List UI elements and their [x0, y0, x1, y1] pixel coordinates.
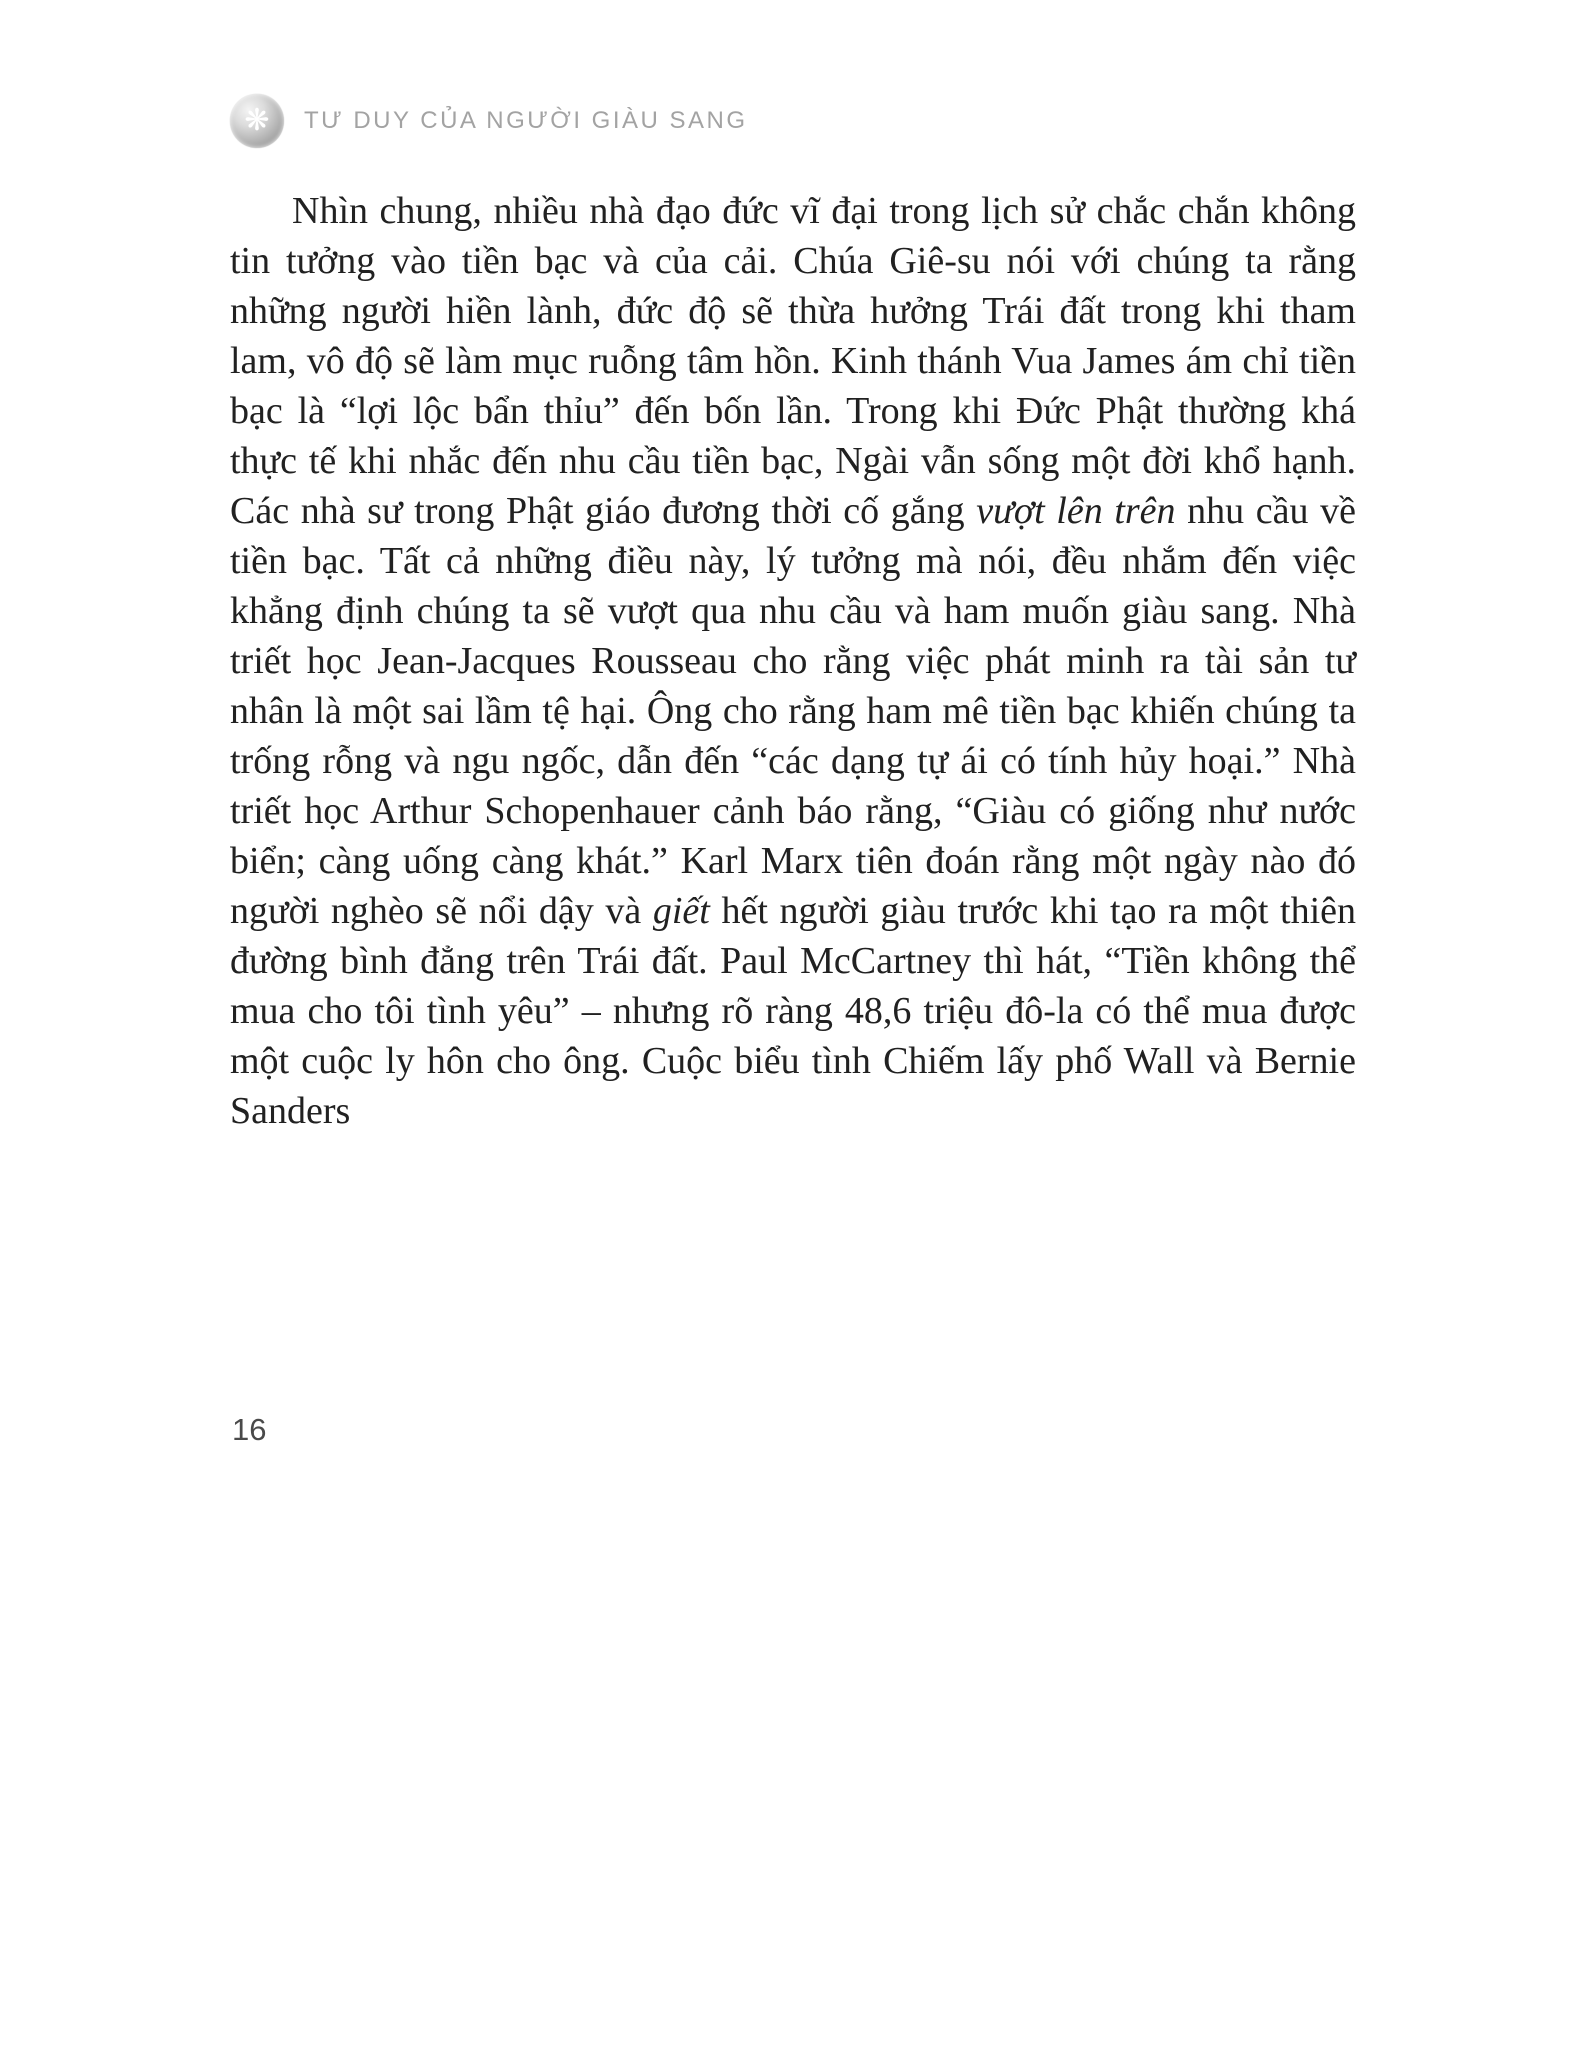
- page-number: 16: [232, 1412, 267, 1447]
- gem-medallion-icon: ❋: [230, 94, 284, 148]
- page-header: [230, 94, 748, 148]
- italic-phrase: giết: [652, 890, 710, 932]
- italic-phrase: vượt lên trên: [976, 490, 1176, 532]
- body-paragraph: [230, 186, 1356, 1136]
- body-segment: nhu cầu về tiền bạc. Tất cả những điều này, lý tưởng mà nói, đều nhắm đến việc khẳng định chúng ta sẽ vượt qua nhu cầu và ham muốn giàu sang. Nhà triết học Jean-Jacques Rousseau cho rằng việc phát minh ra tài sản tư nhân là một sai lầm tệ hại. Ông cho rằng ham mê tiền bạc khiến chúng ta trống rỗng và ngu ngốc, dẫn đến “các dạng tự ái có tính hủy hoại.” Nhà triết học Arthur Schopenhauer cảnh báo rằng, “Giàu có giống như nước biển; càng uống càng khát.” Karl Marx tiên đoán rằng một ngày nào đó người nghèo sẽ nổi dậy và: [230, 490, 1356, 932]
- body-segment: hết người giàu trước khi tạo ra một thiên đường bình đẳng trên Trái đất. Paul McCartney thì hát, “Tiền không thể mua cho tôi tình yêu” – nhưng rõ ràng 48,6 triệu đô-la có thể mua được một cuộc ly hôn cho ông. Cuộc biểu tình Chiếm lấy phố Wall và Bernie Sanders: [230, 890, 1356, 1132]
- body-segment: Nhìn chung, nhiều nhà đạo đức vĩ đại trong lịch sử chắc chắn không tin tưởng vào tiền bạc và của cải. Chúa Giê-su nói với chúng ta rằng những người hiền lành, đức độ sẽ thừa hưởng Trái đất trong khi tham lam, vô độ sẽ làm mục ruỗng tâm hồn. Kinh thánh Vua James ám chỉ tiền bạc là “lợi lộc bẩn thỉu” đến bốn lần. Trong khi Đức Phật thường khá thực tế khi nhắc đến nhu cầu tiền bạc, Ngài vẫn sống một đời khổ hạnh. Các nhà sư trong Phật giáo đương thời cố gắng: [230, 190, 1356, 532]
- running-head-title: TƯ DUY CỦA NGƯỜI GIÀU SANG: [304, 107, 748, 134]
